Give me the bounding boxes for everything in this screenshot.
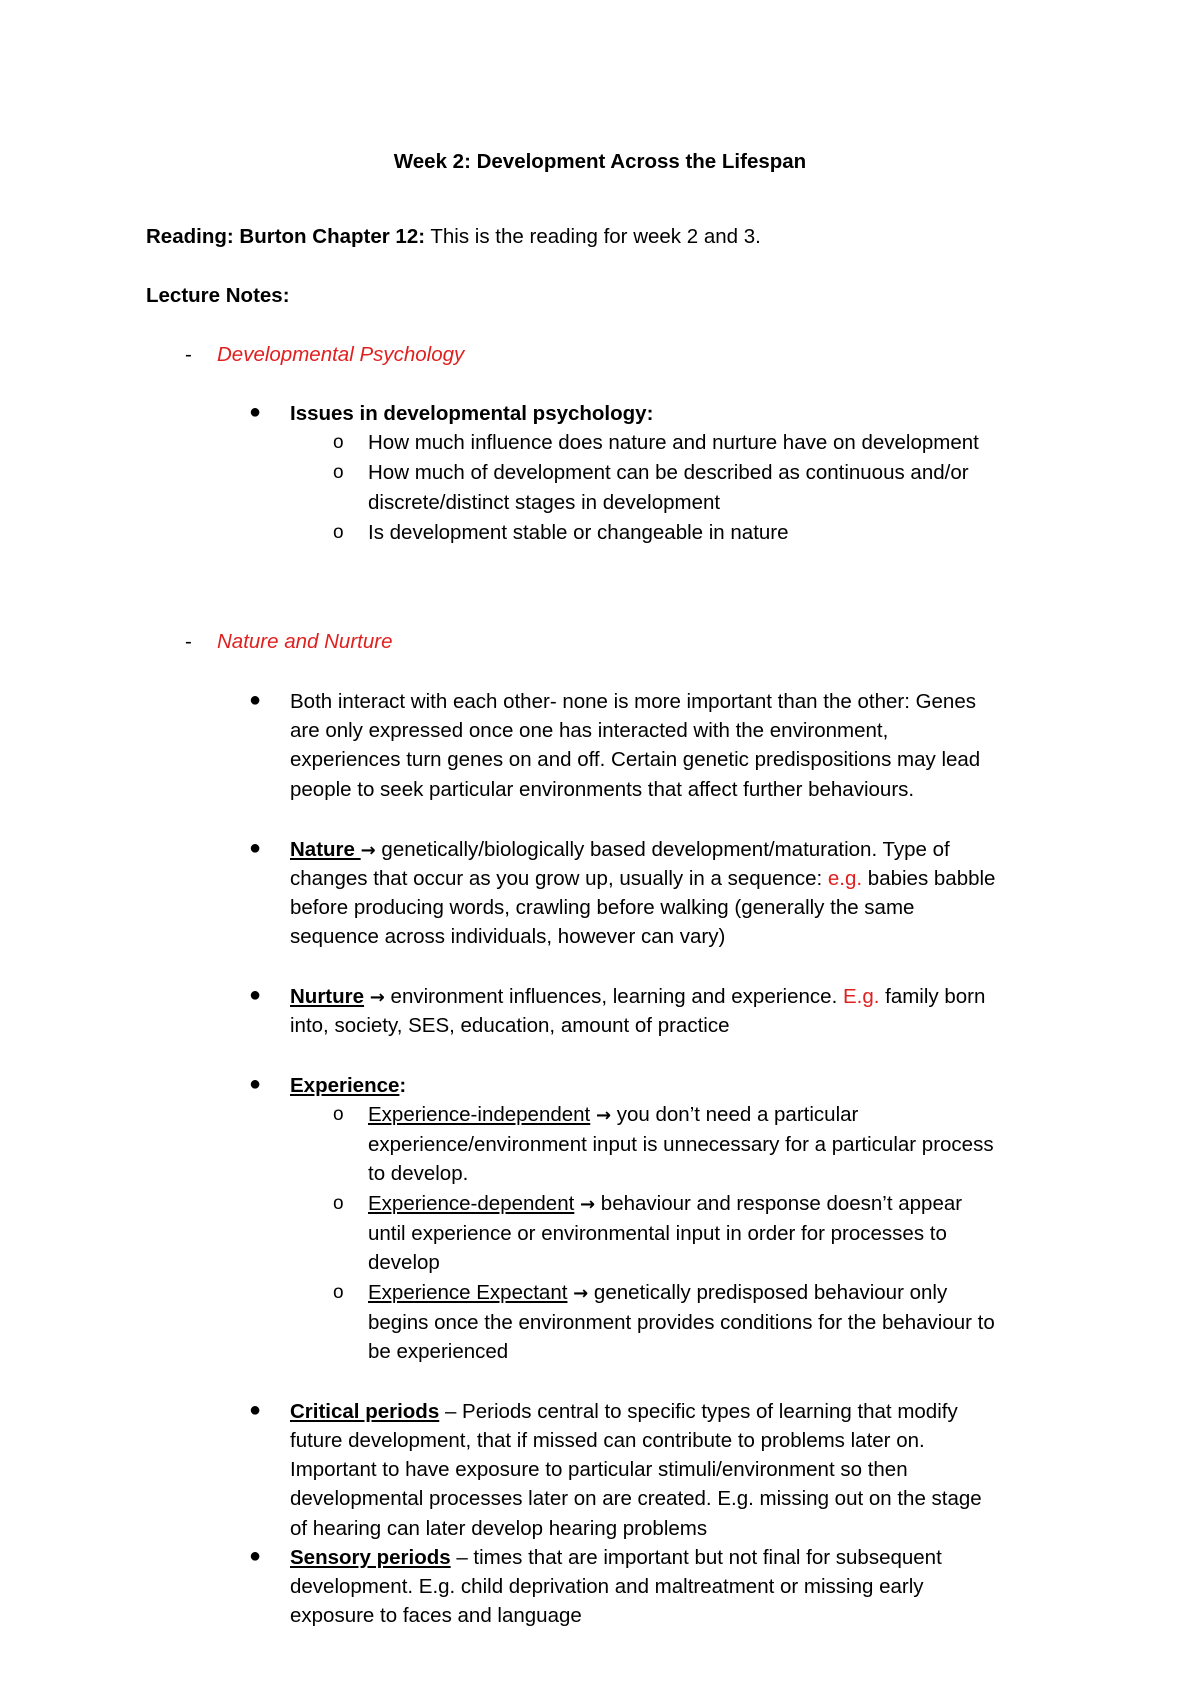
experience-text: behaviour and response doesn’t appear (595, 1192, 963, 1215)
lecture-notes-label: Lecture Notes: (146, 284, 290, 307)
reading-line (146, 222, 761, 252)
circle-bullet-icon: o (333, 1193, 344, 1214)
critical-periods-text: – Periods central to specific types of learning that modify (439, 1400, 958, 1423)
circle-bullet-icon: o (333, 432, 344, 453)
circle-bullet-icon: o (333, 462, 344, 483)
experience-colon: : (399, 1074, 407, 1097)
nurture-text: family born (879, 985, 986, 1008)
critical-periods-line (290, 1397, 958, 1427)
dash-marker: - (185, 630, 192, 653)
experience-expectant-term: Experience Expectant (368, 1281, 568, 1304)
nature-line: sequence across individuals, however can vary) (290, 925, 726, 948)
issue-item: Is development stable or changeable in nature (368, 521, 789, 544)
arrow-right-icon: → (360, 840, 376, 861)
section-heading-nature-and-nurture: Nature and Nurture (217, 630, 393, 653)
nature-text: changes that occur as you grow up, usually in a sequence: (290, 867, 828, 890)
experience-independent-line: to develop. (368, 1162, 469, 1185)
issue-item: How much of development can be described as continuous and/or (368, 461, 969, 484)
circle-bullet-icon: o (333, 1104, 344, 1125)
both-line: are only expressed once one has interacted with the environment, (290, 719, 889, 742)
reading-text: This is the reading for week 2 and 3. (425, 225, 761, 248)
experience-expectant-line (368, 1278, 947, 1309)
nature-text: babies babble (862, 867, 996, 890)
nature-term: Nature (290, 838, 361, 861)
sensory-periods-line (290, 1543, 942, 1573)
nurture-line (290, 982, 985, 1013)
circle-bullet-icon: o (333, 522, 344, 543)
bullet-icon: ● (249, 984, 262, 1006)
issue-item: How much influence does nature and nurture have on development (368, 431, 979, 454)
bullet-icon: ● (249, 1073, 262, 1095)
experience-dependent-line: until experience or environmental input in order for processes to (368, 1222, 947, 1245)
arrow-right-icon: → (369, 987, 385, 1008)
experience-dependent-line: develop (368, 1251, 440, 1274)
issues-label: Issues in developmental psychology: (290, 402, 654, 425)
experience-line (290, 1071, 406, 1101)
page-title: Week 2: Development Across the Lifespan (393, 150, 807, 173)
experience-independent-line (368, 1100, 858, 1131)
bullet-icon: ● (249, 401, 262, 423)
sensory-periods-line: development. E.g. child deprivation and maltreatment or missing early (290, 1575, 924, 1598)
eg-marker: e.g. (827, 867, 863, 890)
nature-line (290, 864, 995, 894)
sensory-periods-text: – times that are important but not final for subsequent (450, 1546, 942, 1569)
both-line: Both interact with each other- none is more important than the other: Genes (290, 690, 976, 713)
experience-text: you don’t need a particular (611, 1103, 859, 1126)
section-heading-developmental-psychology: Developmental Psychology (217, 343, 465, 366)
both-line: people to seek particular environments that affect further behaviours. (290, 778, 915, 801)
experience-independent-line: experience/environment input is unnecessary for a particular process (368, 1133, 994, 1156)
nature-line (290, 835, 950, 866)
sensory-periods-term: Sensory periods (290, 1546, 451, 1569)
sensory-periods-line: exposure to faces and language (290, 1604, 582, 1627)
nature-text: genetically/biologically based development/maturation. Type of (375, 838, 950, 861)
circle-bullet-icon: o (333, 1282, 344, 1303)
experience-text: genetically predisposed behaviour only (588, 1281, 948, 1304)
critical-periods-line: of hearing can later develop hearing problems (290, 1517, 708, 1540)
critical-periods-line: Important to have exposure to particular stimuli/environment so then (290, 1458, 908, 1481)
critical-periods-line: future development, that if missed can contribute to problems later on. (290, 1429, 925, 1452)
arrow-right-icon: → (595, 1105, 612, 1126)
bullet-icon: ● (249, 1399, 262, 1421)
nurture-text: environment influences, learning and experience. (384, 985, 843, 1008)
bullet-icon: ● (249, 1545, 262, 1567)
bullet-icon: ● (249, 837, 262, 859)
bullet-icon: ● (249, 689, 262, 711)
experience-dependent-line (368, 1189, 962, 1220)
experience-dependent-term: Experience-dependent (368, 1192, 575, 1215)
eg-marker: E.g. (842, 985, 880, 1008)
nurture-line: into, society, SES, education, amount of practice (290, 1014, 730, 1037)
arrow-right-icon: → (573, 1283, 589, 1304)
experience-independent-term: Experience-independent (368, 1103, 591, 1126)
nature-line: before producing words, crawling before walking (generally the same (290, 896, 915, 919)
critical-periods-line: developmental processes later on are created. E.g. missing out on the stage (290, 1487, 982, 1510)
arrow-right-icon: → (580, 1194, 596, 1215)
both-line: experiences turn genes on and off. Certain genetic predispositions may lead (290, 748, 981, 771)
issue-item-continued: discrete/distinct stages in development (368, 491, 721, 514)
critical-periods-term: Critical periods (290, 1400, 440, 1423)
reading-label: Reading: Burton Chapter 12: (146, 225, 426, 248)
dash-marker: - (185, 343, 192, 366)
experience-expectant-line: be experienced (368, 1340, 509, 1363)
nurture-term: Nurture (290, 985, 365, 1008)
experience-expectant-line: begins once the environment provides conditions for the behaviour to (368, 1311, 995, 1334)
experience-term: Experience (290, 1074, 400, 1097)
